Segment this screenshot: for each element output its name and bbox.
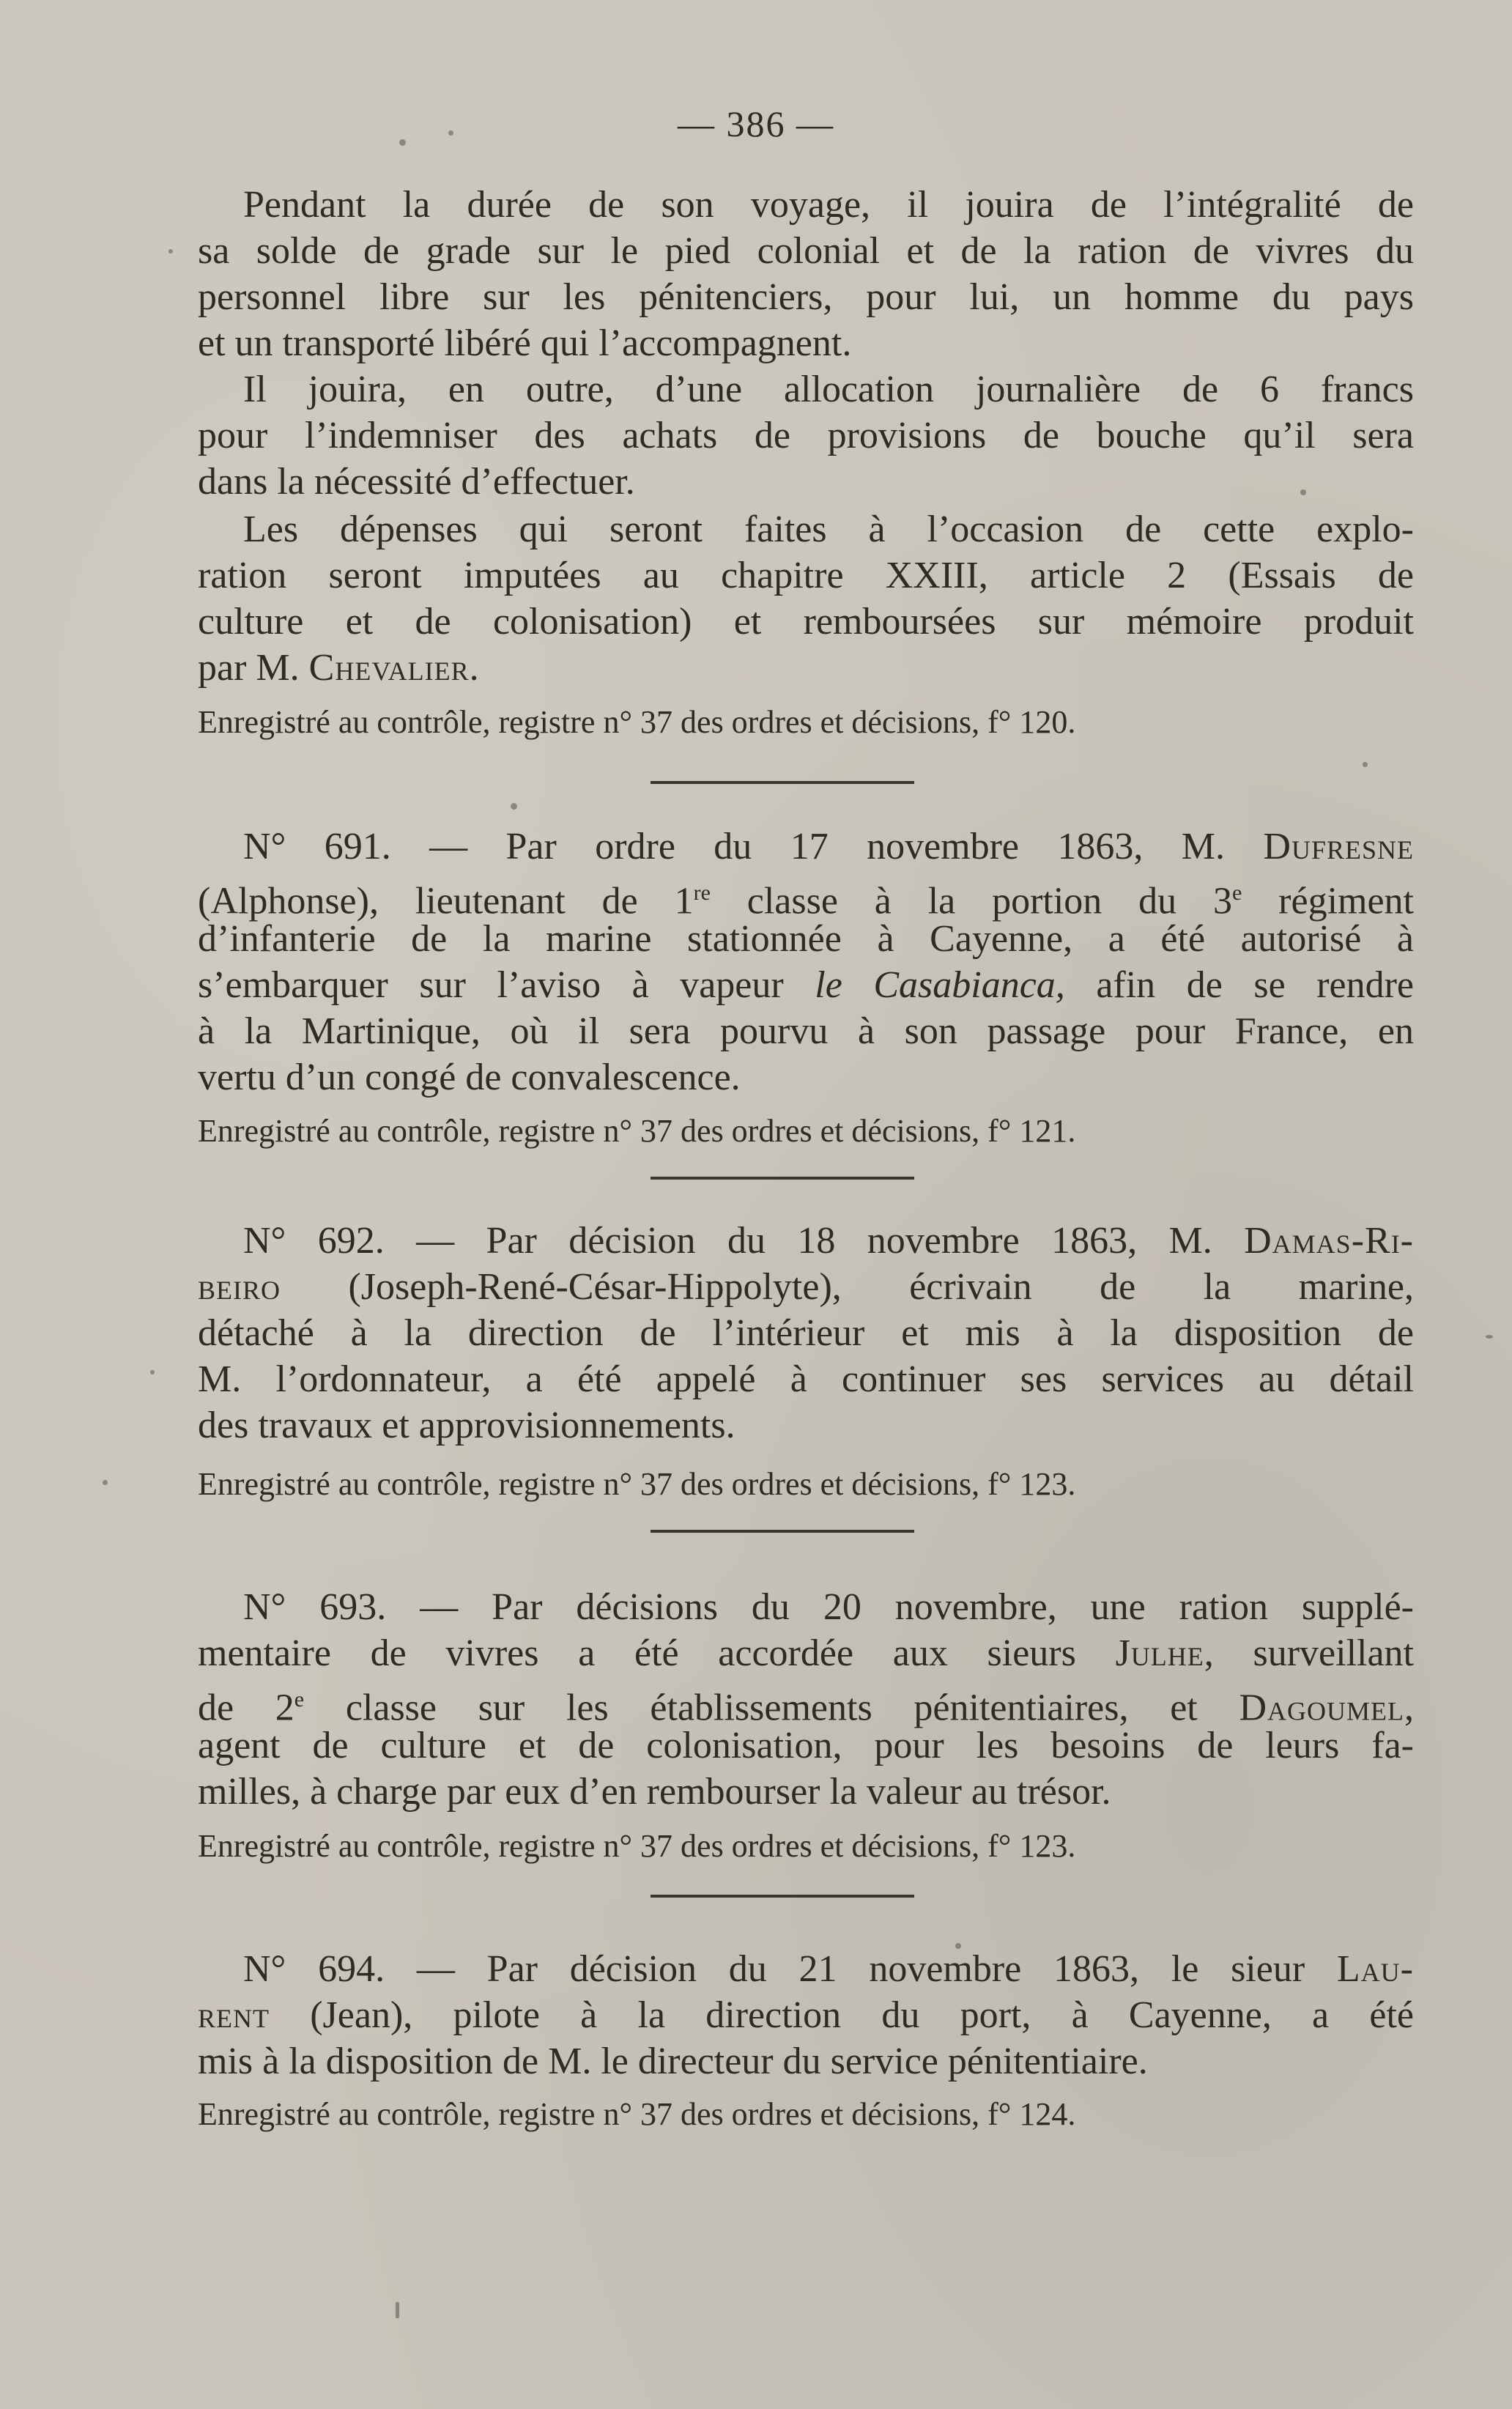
paper-speck bbox=[511, 803, 517, 810]
paper-speck bbox=[168, 249, 173, 254]
paper-speck bbox=[1486, 1335, 1493, 1339]
text-line bbox=[198, 1994, 1414, 2039]
separator-rule bbox=[651, 1530, 914, 1533]
page-number: — 386 — bbox=[678, 103, 834, 144]
text-line: des travaux et approvisionnements. bbox=[198, 1405, 735, 1446]
text-line: culture et de colonisation) et remboursées sur mémoire produit bbox=[198, 601, 1414, 643]
paper-speck bbox=[103, 1480, 108, 1485]
text-fragment: (Jean), pilote à la direction du port, à Cayenne, a été bbox=[270, 1994, 1414, 2036]
text-line bbox=[198, 1265, 1414, 1311]
text-fragment: de 2 bbox=[198, 1687, 294, 1729]
person-name: beiro bbox=[198, 1266, 281, 1308]
text-fragment: s’embarquer sur l’aviso à vapeur bbox=[198, 964, 815, 1006]
text-line: mis à la disposition de M. le directeur du service pénitentiaire. bbox=[198, 2040, 1148, 2082]
separator-rule bbox=[651, 1177, 914, 1180]
paper-speck bbox=[1363, 762, 1368, 767]
text-line bbox=[198, 646, 1414, 692]
person-name: Chevalier. bbox=[308, 647, 480, 689]
registration-note: Enregistré au contrôle, registre n° 37 des ordres et décisions, f° 123. bbox=[198, 1828, 1076, 1864]
text-line: Les dépenses qui seront faites à l’occasion de cette explo- bbox=[243, 508, 1414, 550]
text-fragment: N° 692. — Par décision du 18 novembre 1863, M. bbox=[243, 1220, 1245, 1262]
separator-rule bbox=[651, 781, 914, 784]
person-name: Dagoumel bbox=[1239, 1687, 1404, 1729]
text-line: vertu d’un congé de convalescence. bbox=[198, 1057, 741, 1098]
text-fragment: afin de se rendre bbox=[1064, 964, 1414, 1006]
text-line: N° 693. — Par décisions du 20 novembre, une ration supplé- bbox=[243, 1586, 1414, 1628]
text-line: milles, à charge par eux d’en rembourser la valeur au trésor. bbox=[198, 1771, 1111, 1813]
text-line: ration seront imputées au chapitre XXIII, article 2 (Essais de bbox=[198, 555, 1414, 596]
person-name: Damas-Ri- bbox=[1244, 1220, 1414, 1262]
text-line bbox=[198, 825, 1414, 870]
ship-name: le Casabianca, bbox=[815, 964, 1065, 1006]
person-name: rent bbox=[198, 1994, 270, 2036]
text-line bbox=[198, 1678, 1414, 1729]
text-line: personnel libre sur les pénitenciers, pour lui, un homme du pays bbox=[198, 276, 1414, 318]
text-line: Il jouira, en outre, d’une allocation journalière de 6 francs bbox=[243, 369, 1414, 410]
paper-speck bbox=[396, 2302, 399, 2318]
superscript: re bbox=[693, 881, 711, 905]
text-line: et un transporté libéré qui l’accompagnent. bbox=[198, 322, 852, 364]
person-name: Lau- bbox=[1336, 1948, 1414, 1990]
superscript: e bbox=[1232, 881, 1242, 905]
text-fragment: , bbox=[1404, 1687, 1414, 1729]
text-line: pour l’indemniser des achats de provisions de bouche qu’il sera bbox=[198, 415, 1414, 456]
text-line bbox=[198, 1947, 1414, 1993]
text-fragment: N° 694. — Par décision du 21 novembre 1863, le sieur bbox=[243, 1948, 1337, 1990]
paper-speck bbox=[150, 1370, 155, 1374]
text-fragment: (Joseph-René-César-Hippolyte), écrivain de la marine, bbox=[281, 1266, 1414, 1308]
registration-note: Enregistré au contrôle, registre n° 37 des ordres et décisions, f° 124. bbox=[198, 2096, 1076, 2132]
text-line bbox=[198, 963, 1414, 1009]
text-fragment: (Alphonse), lieutenant de 1 bbox=[198, 880, 694, 922]
text-fragment: par M. bbox=[198, 647, 309, 689]
text-fragment: classe à la portion du 3 bbox=[710, 880, 1232, 922]
person-name: Dufresne bbox=[1263, 826, 1414, 867]
separator-rule bbox=[651, 1895, 914, 1898]
text-line: sa solde de grade sur le pied colonial et de la ration de vivres du bbox=[198, 230, 1414, 272]
text-fragment: , surveillant bbox=[1204, 1632, 1414, 1674]
registration-note: Enregistré au contrôle, registre n° 37 des ordres et décisions, f° 120. bbox=[198, 704, 1076, 740]
text-fragment: N° 691. — Par ordre du 17 novembre 1863, M. bbox=[243, 826, 1264, 867]
text-line bbox=[198, 1632, 1414, 1677]
text-line: détaché à la direction de l’intérieur et mis à la disposition de bbox=[198, 1312, 1414, 1354]
text-fragment: classe sur les établissements pénitentiaires, et bbox=[304, 1687, 1239, 1729]
text-line: dans la nécessité d’effectuer. bbox=[198, 461, 635, 503]
text-fragment: mentaire de vivres a été accordée aux sieurs bbox=[198, 1632, 1116, 1674]
text-line: Pendant la durée de son voyage, il jouira de l’intégralité de bbox=[243, 184, 1414, 226]
text-line: à la Martinique, où il sera pourvu à son passage pour France, en bbox=[198, 1010, 1414, 1052]
text-line: agent de culture et de colonisation, pour les besoins de leurs fa- bbox=[198, 1725, 1414, 1766]
text-line bbox=[198, 871, 1414, 922]
superscript: e bbox=[294, 1687, 305, 1712]
registration-note: Enregistré au contrôle, registre n° 37 des ordres et décisions, f° 123. bbox=[198, 1466, 1076, 1502]
text-fragment: régiment bbox=[1242, 880, 1414, 922]
person-name: Julhe bbox=[1115, 1632, 1204, 1674]
registration-note: Enregistré au contrôle, registre n° 37 des ordres et décisions, f° 121. bbox=[198, 1113, 1076, 1149]
text-line bbox=[198, 1219, 1414, 1265]
text-line: d’infanterie de la marine stationnée à Cayenne, a été autorisé à bbox=[198, 918, 1414, 960]
text-line: M. l’ordonnateur, a été appelé à continuer ses services au détail bbox=[198, 1358, 1414, 1400]
